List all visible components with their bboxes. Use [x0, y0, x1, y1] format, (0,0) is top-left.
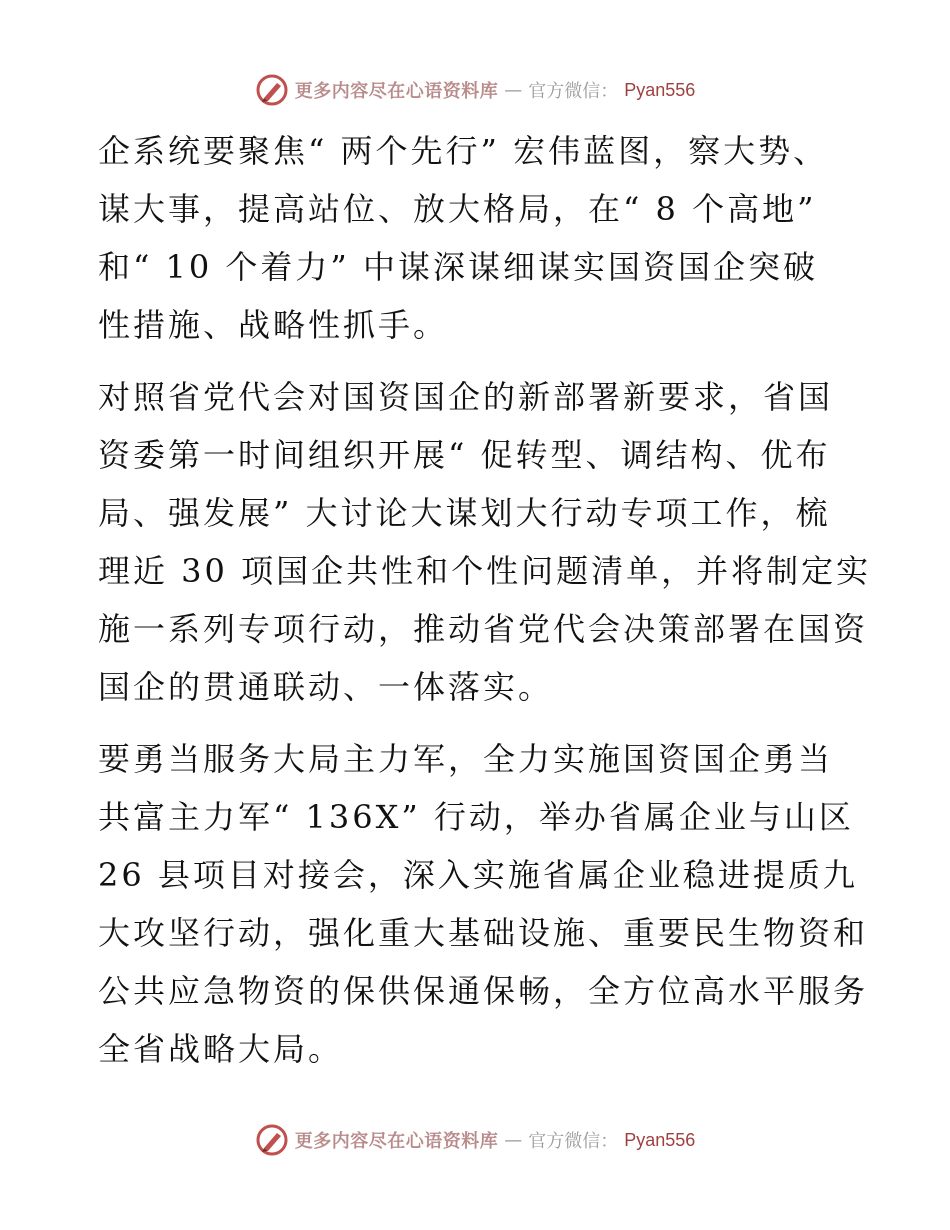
paragraph-3 [98, 730, 869, 1078]
text-line: 谋大事，提高站位、放大格局，在“ 8 个高地” [98, 190, 817, 228]
paragraph-1 [98, 122, 858, 354]
watermark-text: 更多内容尽在心语资料库 [294, 1131, 499, 1152]
watermark-separator: — [504, 79, 523, 101]
text-line: 资委第一时间组织开展“ 促转型、调结构、优布 [98, 436, 831, 474]
pen-logo-icon [255, 73, 289, 107]
text-line: 对照省党代会对国资国企的新部署新要求，省国 [98, 378, 834, 416]
text-line: 公共应急物资的保供保通保畅，全方位高水平服务 [98, 972, 869, 1010]
text-line: 和“ 10 个着力” 中谋深谋细谋实国资国企突破 [98, 248, 818, 286]
pen-logo-icon [255, 1123, 289, 1157]
watermark-id: Pyan556 [624, 79, 696, 100]
text-line: 大攻坚行动，强化重大基础设施、重要民生物资和 [98, 914, 869, 952]
watermark-sub: 官方微信： [528, 81, 619, 102]
text-line: 理近 30 项国企共性和个性问题清单，并将制定实 [98, 552, 872, 590]
watermark-id: Pyan556 [624, 1129, 696, 1150]
watermark-sub: 官方微信： [528, 1131, 619, 1152]
text-line: 企系统要聚焦“ 两个先行” 宏伟蓝图，察大势、 [98, 132, 829, 170]
watermark-separator: — [504, 1129, 523, 1151]
text-line: 共富主力军“ 136X” 行动，举办省属企业与山区 [98, 798, 854, 836]
header-watermark [0, 70, 950, 110]
text-line: 26 县项目对接会，深入实施省属企业稳进提质九 [98, 856, 858, 894]
text-line: 局、强发展” 大讨论大谋划大行动专项工作，梳 [98, 494, 831, 532]
text-line: 要勇当服务大局主力军，全力实施国资国企勇当 [98, 740, 834, 778]
watermark-text: 更多内容尽在心语资料库 [294, 81, 499, 102]
document-body [98, 122, 872, 1078]
text-line: 国企的贯通联动、一体落实。 [98, 668, 554, 706]
text-line: 性措施、战略性抓手。 [98, 306, 449, 344]
text-line: 全省战略大局。 [98, 1030, 344, 1068]
paragraph-2 [98, 368, 872, 716]
text-line: 施一系列专项行动，推动省党代会决策部署在国资 [98, 610, 869, 648]
footer-watermark [0, 1120, 950, 1160]
